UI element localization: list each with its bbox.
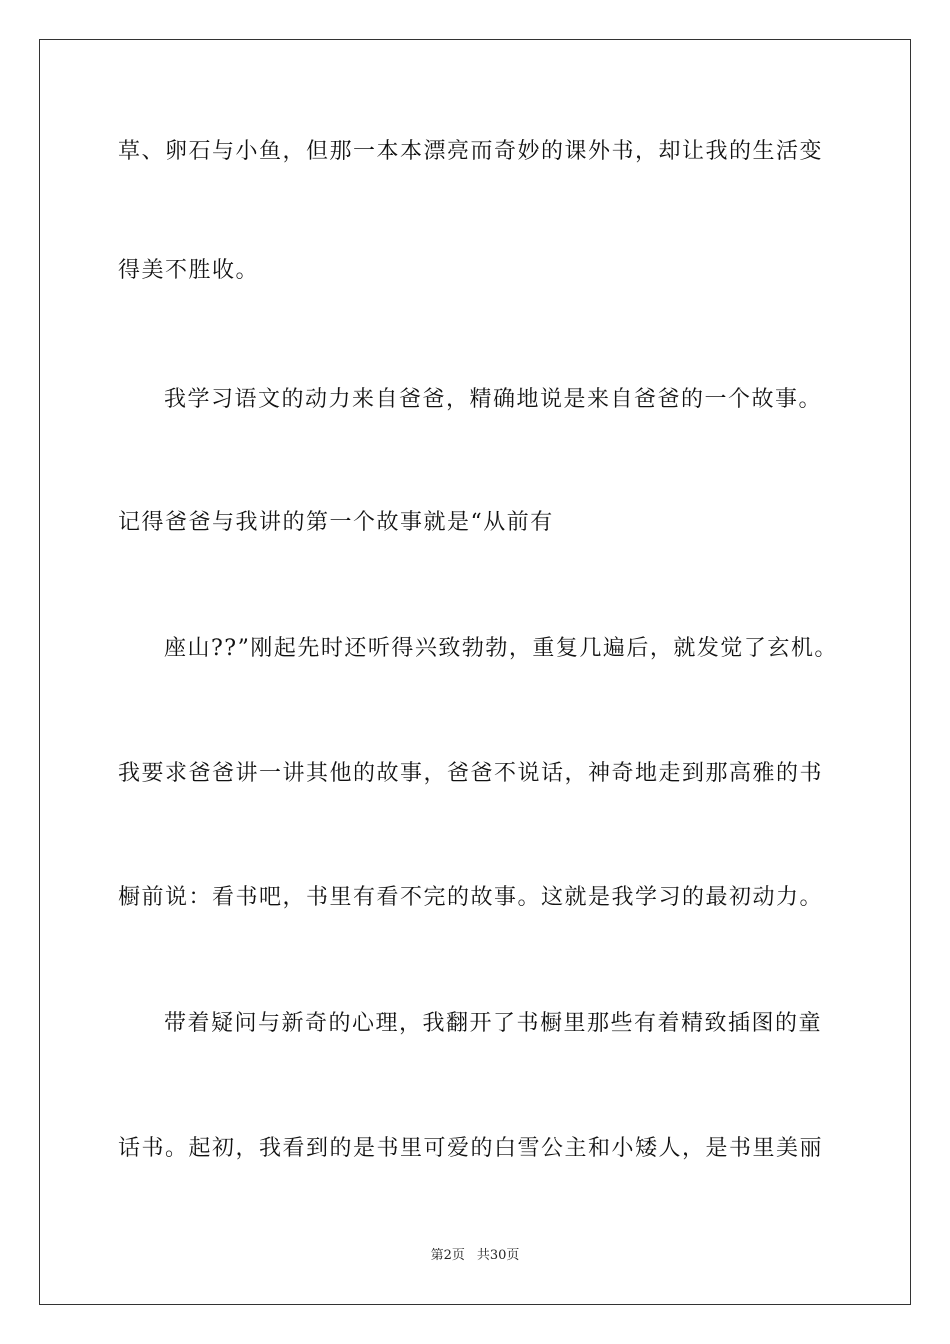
text-line: 记得爸爸与我讲的第一个故事就是“从前有 bbox=[118, 510, 554, 535]
text-line: 草、卵石与小鱼，但那一本本漂亮而奇妙的课外书，却让我的生活变 bbox=[118, 139, 824, 164]
page-number: 第2页 bbox=[430, 1248, 465, 1263]
page-border bbox=[39, 39, 911, 1305]
text-line: 得美不胜收。 bbox=[118, 258, 260, 283]
text-line: 我学习语文的动力来自爸爸，精确地说是来自爸爸的一个故事。 bbox=[164, 387, 823, 412]
text-line: 座山??”刚起先时还听得兴致勃勃，重复几遍后，就发觉了玄机。 bbox=[164, 636, 838, 661]
text-line: 我要求爸爸讲一讲其他的故事，爸爸不说话，神奇地走到那高雅的书 bbox=[118, 761, 824, 786]
text-line: 带着疑问与新奇的心理，我翻开了书橱里那些有着精致插图的童 bbox=[164, 1011, 823, 1036]
page-footer bbox=[0, 1247, 950, 1265]
text-line: 橱前说：看书吧，书里有看不完的故事。这就是我学习的最初动力。 bbox=[118, 885, 824, 910]
text-line: 话书。起初，我看到的是书里可爱的白雪公主和小矮人，是书里美丽 bbox=[118, 1136, 824, 1161]
page-total: 共30页 bbox=[476, 1248, 520, 1263]
